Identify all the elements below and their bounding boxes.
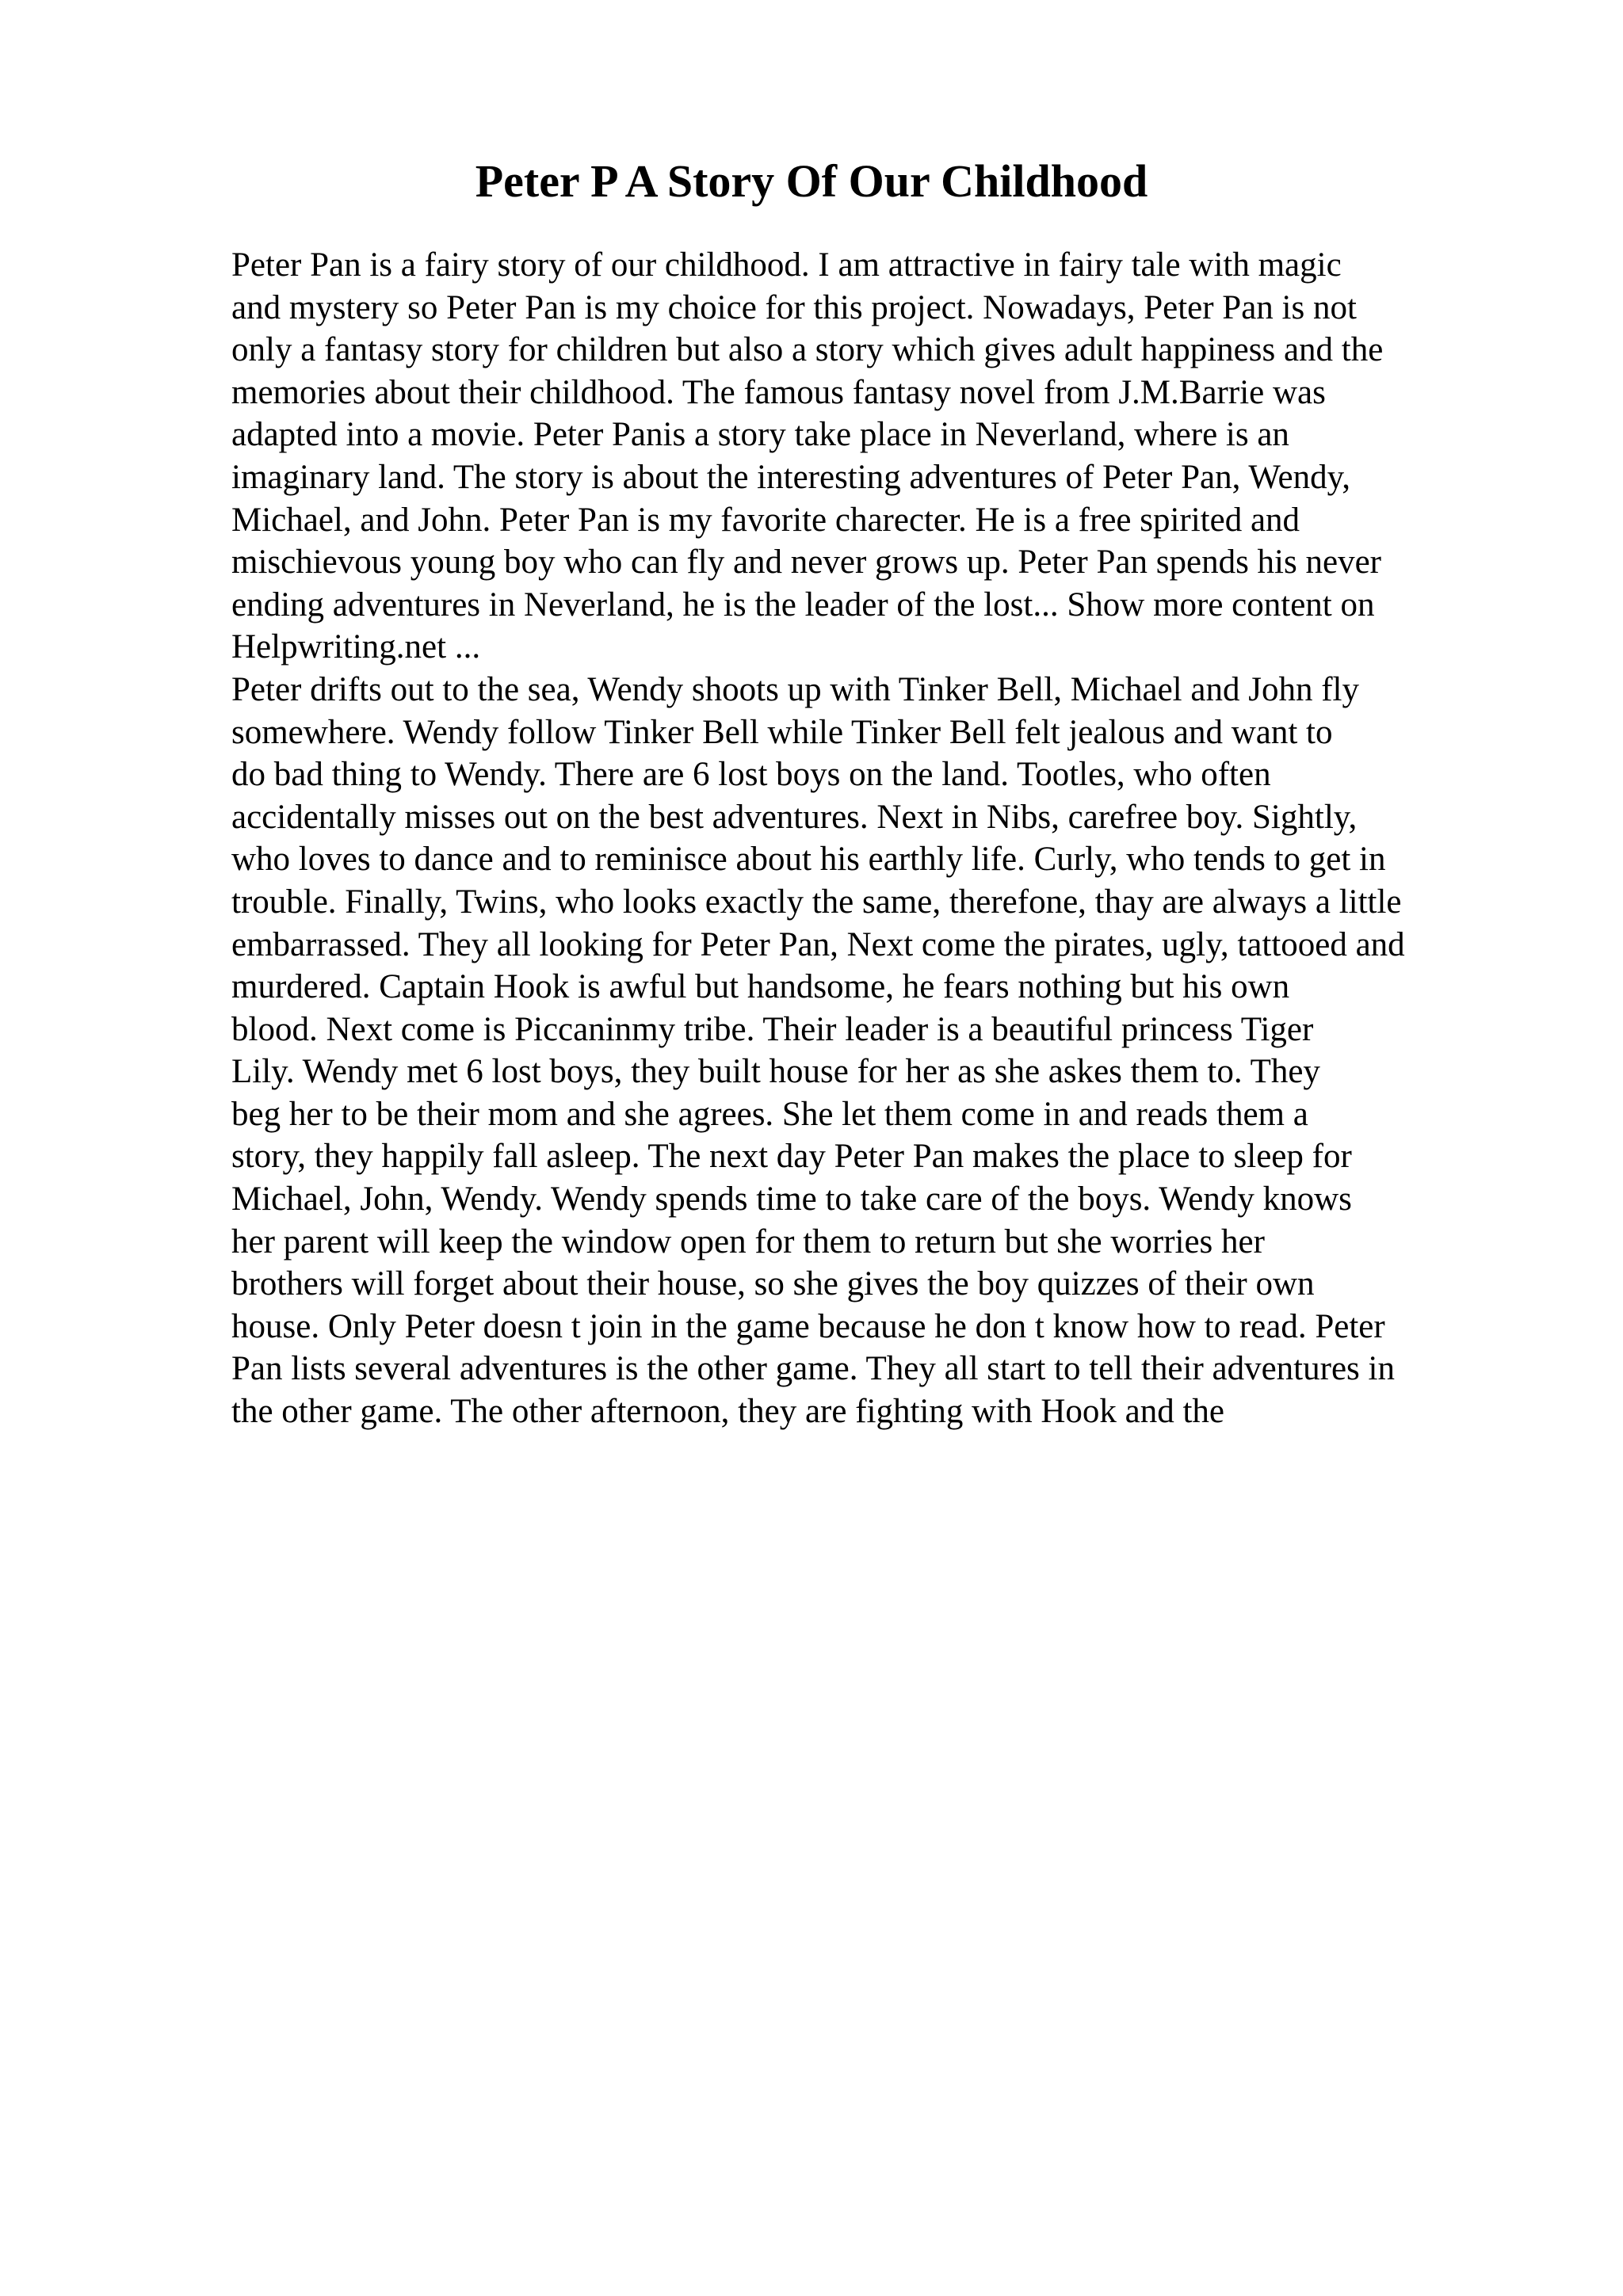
body-line: mischievous young boy who can fly and never grows up. Peter Pan spends his never — [231, 543, 1381, 582]
body-line: house. Only Peter doesn t join in the game because he don t know how to read. Peter — [231, 1307, 1385, 1345]
body-line: do bad thing to Wendy. There are 6 lost boys on the land. Tootles, who often — [231, 756, 1271, 794]
body-line: blood. Next come is Piccaninmy tribe. Their leader is a beautiful princess Tiger — [231, 1010, 1314, 1048]
body-line: somewhere. Wendy follow Tinker Bell while Tinker Bell felt jealous and want to — [231, 713, 1333, 751]
body-line: accidentally misses out on the best adventures. Next in Nibs, carefree boy. Sightly, — [231, 798, 1358, 836]
body-line: memories about their childhood. The famous fantasy novel from J.M.Barrie was — [231, 373, 1326, 411]
body-line: her parent will keep the window open for them to return but she worries her — [231, 1222, 1265, 1261]
body-line: only a fantasy story for children but also a story which gives adult happiness and the — [231, 331, 1384, 369]
body-line: Peter drifts out to the sea, Wendy shoots up with Tinker Bell, Michael and John fly — [231, 670, 1359, 708]
body-line: trouble. Finally, Twins, who looks exactly the same, therefone, thay are always a little — [231, 883, 1402, 921]
body-line: imaginary land. The story is about the interesting adventures of Peter Pan, Wendy, — [231, 458, 1351, 496]
body-line: brothers will forget about their house, so she gives the boy quizzes of their own — [231, 1265, 1315, 1303]
body-line: Michael, and John. Peter Pan is my favorite charecter. He is a free spirited and — [231, 501, 1300, 539]
body-line: who loves to dance and to reminisce about his earthly life. Curly, who tends to get in — [231, 841, 1386, 879]
body-line: Helpwriting.net ... — [231, 628, 481, 666]
body-line: beg her to be their mom and she agrees. She let them come in and reads them a — [231, 1095, 1308, 1133]
document-body — [231, 244, 1531, 1433]
body-line: the other game. The other afternoon, they are fighting with Hook and the — [231, 1393, 1224, 1431]
body-line: ending adventures in Neverland, he is the leader of the lost... Show more content on — [231, 585, 1375, 624]
body-line: Michael, John, Wendy. Wendy spends time to take care of the boys. Wendy knows — [231, 1180, 1352, 1219]
body-line: Lily. Wendy met 6 lost boys, they built house for her as she askes them to. They — [231, 1053, 1320, 1091]
body-line: Pan lists several adventures is the other game. They all start to tell their adventures in — [231, 1350, 1395, 1388]
body-line: murdered. Captain Hook is awful but handsome, he fears nothing but his own — [231, 968, 1290, 1006]
body-line: adapted into a movie. Peter Panis a story take place in Neverland, where is an — [231, 416, 1289, 454]
body-line: story, they happily fall asleep. The next day Peter Pan makes the place to sleep for — [231, 1138, 1352, 1176]
body-line: Peter Pan is a fairy story of our childhood. I am attractive in fairy tale with magic — [231, 246, 1342, 284]
document-title: Peter P A Story Of Our Childhood — [475, 155, 1148, 207]
body-line: and mystery so Peter Pan is my choice for this project. Nowadays, Peter Pan is not — [231, 288, 1357, 326]
body-line: embarrassed. They all looking for Peter Pan, Next come the pirates, ugly, tattooed and — [231, 925, 1405, 963]
